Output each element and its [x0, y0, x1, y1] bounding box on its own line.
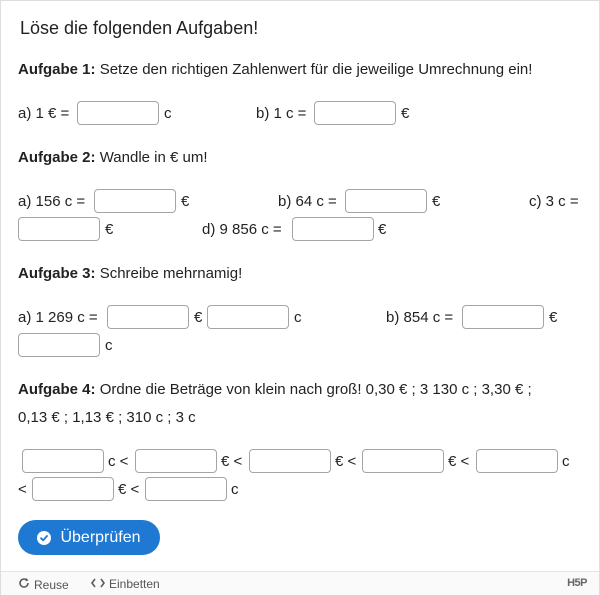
- task1-a-input[interactable]: [77, 101, 159, 125]
- task4-input-4[interactable]: [362, 449, 444, 473]
- task2-d-prefix: d) 9 856 c =: [202, 221, 282, 238]
- task2-instruction: [18, 148, 208, 168]
- reuse-link[interactable]: [18, 577, 69, 592]
- task2-a-input[interactable]: [94, 189, 176, 213]
- task3-a-cent-input[interactable]: [207, 305, 289, 329]
- task4-input-6[interactable]: [32, 477, 114, 501]
- task2-b-prefix: b) 64 c =: [278, 193, 337, 210]
- task4-sep-5: <: [18, 481, 27, 498]
- task4-sep-6: € <: [118, 481, 140, 498]
- task1-label: Aufgabe 1:: [18, 61, 96, 78]
- task4-input-3[interactable]: [249, 449, 331, 473]
- task3-a-euro-unit: €: [194, 309, 203, 326]
- task1-a-unit: c: [164, 105, 172, 122]
- task4-unit-7: c: [231, 481, 239, 498]
- task2-c-prefix: c) 3 c =: [529, 193, 579, 210]
- task2-text: Wandle in € um!: [99, 149, 208, 166]
- task2-label: Aufgabe 2:: [18, 149, 96, 166]
- task4-instruction: [18, 380, 532, 400]
- task1-text: Setze den richtigen Zahlenwert für die jeweilige Umrechnung ein!: [99, 61, 533, 78]
- task3-b-euro-unit: €: [549, 309, 558, 326]
- task3-label: Aufgabe 3:: [18, 265, 96, 282]
- task3-b-prefix: b) 854 c =: [386, 309, 454, 326]
- task2-d-input[interactable]: [292, 217, 374, 241]
- task2-d-unit: €: [378, 221, 387, 238]
- check-circle-icon: [37, 531, 51, 545]
- embed-label: Einbetten: [109, 577, 160, 591]
- task4-sep-2: € <: [221, 453, 243, 470]
- h5p-logo: H5P: [567, 577, 587, 589]
- footer-bar: [1, 571, 599, 595]
- reuse-label: Reuse: [34, 577, 69, 592]
- task2-a-prefix: a) 156 c =: [18, 193, 86, 210]
- task2-b-input[interactable]: [345, 189, 427, 213]
- task1-b-input[interactable]: [314, 101, 396, 125]
- task1-instruction: [18, 60, 532, 80]
- task4-input-5[interactable]: [476, 449, 558, 473]
- task4-input-2[interactable]: [135, 449, 217, 473]
- task1-b-prefix: b) 1 c =: [256, 105, 307, 122]
- task1-a-prefix: a) 1 € =: [18, 105, 70, 122]
- task2-c-unit: €: [105, 221, 114, 238]
- task3-a-cent-unit: c: [294, 309, 302, 326]
- task1-b-unit: €: [401, 105, 410, 122]
- task4-sep-4: € <: [448, 453, 470, 470]
- task4-sep-3: € <: [335, 453, 357, 470]
- task3-b-euro-input[interactable]: [462, 305, 544, 329]
- task2-b-unit: €: [432, 193, 441, 210]
- task3-a-prefix: a) 1 269 c =: [18, 309, 98, 326]
- code-icon: [91, 577, 105, 591]
- task4-input-7[interactable]: [145, 477, 227, 501]
- page-title: Löse die folgenden Aufgaben!: [20, 18, 259, 38]
- task2-a-unit: €: [181, 193, 190, 210]
- task3-instruction: [18, 264, 242, 284]
- task4-sep-1: c <: [108, 453, 129, 470]
- embed-link[interactable]: [91, 577, 160, 591]
- task3-b-cent-input[interactable]: [18, 333, 100, 357]
- task4-text-line2: 0,13 € ; 1,13 € ; 310 c ; 3 c: [18, 409, 196, 426]
- task4-text-line1: Ordne die Beträge von klein nach groß! 0,30 € ; 3 130 c ; 3,30 € ;: [99, 381, 532, 398]
- task4-input-1[interactable]: [22, 449, 104, 473]
- check-button[interactable]: [18, 520, 160, 555]
- task3-b-cent-unit: c: [105, 337, 113, 354]
- task2-c-input[interactable]: [18, 217, 100, 241]
- task4-label: Aufgabe 4:: [18, 381, 96, 398]
- reuse-icon: [18, 577, 30, 592]
- task3-text: Schreibe mehrnamig!: [99, 265, 243, 282]
- check-button-label: Überprüfen: [60, 528, 141, 546]
- task3-a-euro-input[interactable]: [107, 305, 189, 329]
- task4-unit-5: c: [562, 453, 570, 470]
